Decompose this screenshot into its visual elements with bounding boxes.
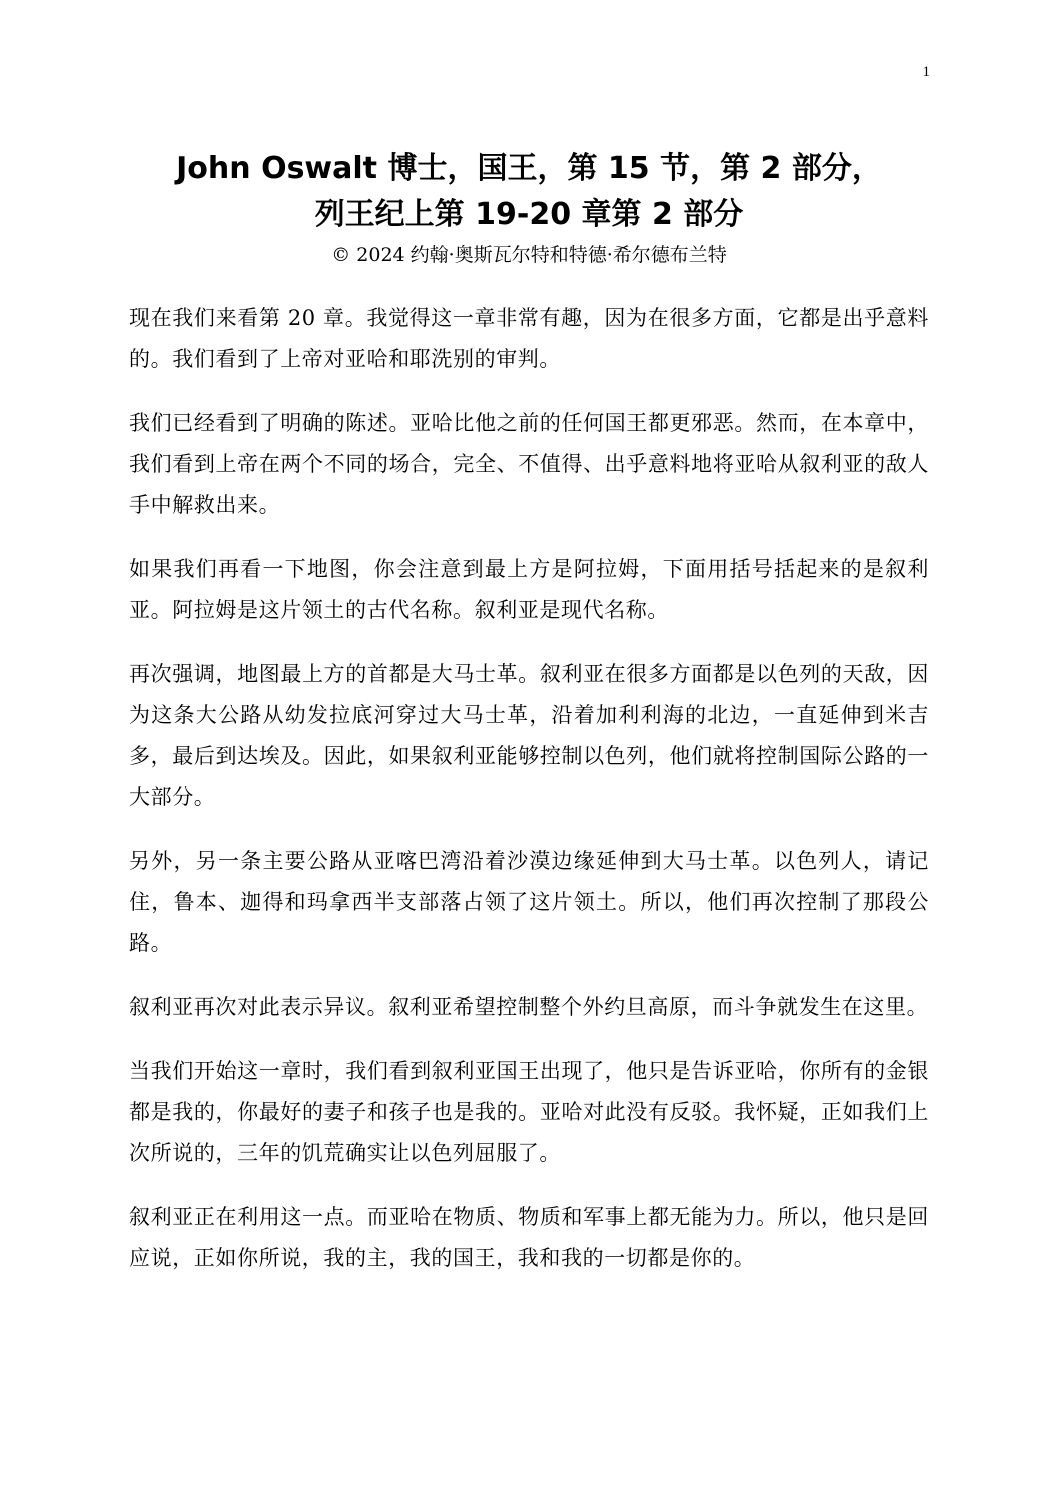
paragraph: 我们已经看到了明确的陈述。亚哈比他之前的任何国王都更邪恶。然而，在本章中，我们看到上帝在两个不同的场合，完全、不值得、出乎意料地将亚哈从叙利亚的敌人手中解救出来。 [129, 411, 929, 517]
paragraph: 叙利亚正在利用这一点。而亚哈在物质、物质和军事上都无能为力。所以，他只是回应说，正如你所说，我的主，我的国王，我和我的一切都是你的。 [129, 1205, 929, 1270]
title-line-1: John Oswalt 博士，国王，第 15 节，第 2 部分， [176, 151, 882, 186]
paragraph: 现在我们来看第 20 章。我觉得这一章非常有趣，因为在很多方面，它都是出乎意料的。我们看到了上帝对亚哈和耶洗别的审判。 [129, 306, 929, 371]
paragraph: 另外，另一条主要公路从亚喀巴湾沿着沙漠边缘延伸到大马士革。以色列人，请记住，鲁本、迦得和玛拿西半支部落占领了这片领土。所以，他们再次控制了那段公路。 [129, 849, 929, 955]
paragraph: 叙利亚再次对此表示异议。叙利亚希望控制整个外约旦高原，而斗争就发生在这里。 [129, 995, 929, 1019]
paragraph: 如果我们再看一下地图，你会注意到最上方是阿拉姆，下面用括号括起来的是叙利亚。阿拉姆是这片领土的古代名称。叙利亚是现代名称。 [129, 557, 929, 622]
paragraph: 再次强调，地图最上方的首都是大马士革。叙利亚在很多方面都是以色列的天敌，因为这条大公路从幼发拉底河穿过大马士革，沿着加利利海的北边，一直延伸到米吉多，最后到达埃及。因此，如果叙利亚能够控制以色列，他们就将控制国际公路的一大部分。 [129, 662, 929, 809]
copyright-notice: © 2024 约翰·奥斯瓦尔特和特德·希尔德布兰特 [331, 244, 727, 266]
document-title [110, 146, 948, 238]
page-number: 1 [922, 64, 930, 80]
title-line-2: 列王纪上第 19-20 章第 2 部分 [314, 197, 744, 232]
paragraph: 当我们开始这一章时，我们看到叙利亚国王出现了，他只是告诉亚哈，你所有的金银都是我的，你最好的妻子和孩子也是我的。亚哈对此没有反驳。我怀疑，正如我们上次所说的，三年的饥荒确实让以色列屈服了。 [129, 1059, 929, 1165]
document-body [129, 298, 929, 1302]
